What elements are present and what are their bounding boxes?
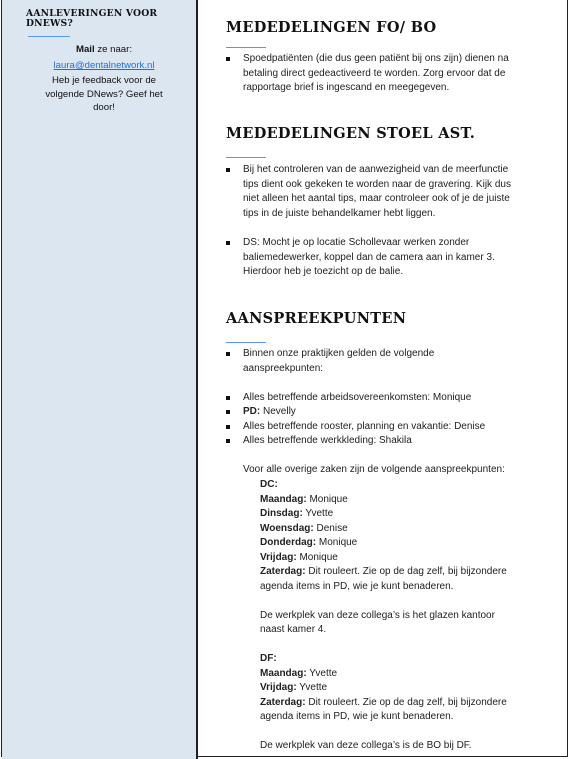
sidebar-title — [26, 9, 186, 29]
heading-aanspreekpunten: AANSPREEKPUNTEN — [226, 310, 407, 327]
bullet-text: Binnen onze praktijken gelden de volgende — [243, 348, 435, 359]
df-label: DF: — [260, 653, 277, 664]
day-label: Woensdag: — [260, 522, 314, 534]
schedule-row — [260, 522, 560, 537]
mail-suffix: ze naar: — [94, 44, 132, 55]
overige-intro: Voor alle overige zaken zijn de volgende aanspreekpunten: — [243, 464, 505, 475]
heading-stoel-ast: MEDEDELINGEN STOEL AST. — [226, 125, 476, 142]
schedule-row — [260, 696, 560, 711]
bullet-icon — [226, 396, 230, 400]
schedule-row — [260, 667, 560, 682]
bullet-icon — [226, 425, 230, 429]
day-contact: Monique — [296, 551, 338, 563]
day-contact: Dit rouleert. Zie op de dag zelf, bij bijzondere — [305, 696, 507, 708]
dc-block — [260, 478, 560, 754]
day-contact: Denise — [313, 522, 348, 534]
heading-fo-bo: MEDEDELINGEN FO/ BO — [226, 19, 437, 36]
sidebar-divider — [28, 36, 70, 37]
bullet-label: PD: — [243, 406, 261, 417]
sidebar — [2, 0, 198, 759]
schedule-row — [260, 565, 560, 580]
list-item — [226, 391, 546, 406]
bullet-text: tips dient ook gekeken te worden naar de gravering. Kijk dus — [243, 178, 511, 190]
day-label: Vrijdag: — [260, 551, 297, 563]
schedule-note: agenda items in PD, wie je kunt benaderen. — [260, 580, 454, 592]
main-content — [198, 0, 568, 759]
schedule-row — [260, 493, 560, 508]
feedback-text: Heb je feedback voor de — [52, 75, 156, 87]
sidebar-title-line: DNEWS? — [26, 18, 73, 29]
bullet-icon — [226, 168, 230, 172]
dc-label: DC: — [260, 479, 278, 490]
bullet-text: DS: Mocht je op locatie Schollevaar werken zonder — [243, 237, 470, 248]
list-item — [226, 434, 546, 449]
day-contact: Monique — [316, 537, 358, 548]
bullet-text: Hierdoor heb je toezicht op de balie. — [243, 266, 404, 277]
bullet-icon — [226, 241, 230, 245]
list-item — [226, 52, 546, 96]
schedule-row — [260, 536, 560, 551]
day-label: Maandag: — [260, 493, 307, 505]
bullet-icon — [226, 57, 230, 61]
schedule-row — [260, 507, 560, 522]
day-label: Zaterdag: — [260, 566, 306, 577]
bullet-text: Alles betreffende arbeidsovereenkomsten: Monique — [243, 392, 472, 403]
list-item — [226, 405, 546, 420]
sidebar-body — [24, 43, 184, 114]
werkplek-text: naast kamer 4. — [260, 624, 327, 635]
day-label: Zaterdag: — [260, 696, 306, 708]
bullet-text: Alles betreffende rooster, planning en vakantie: Denise — [243, 421, 486, 432]
bullet-text: rapportage brief is ingescand en meegegeven. — [243, 82, 450, 93]
bullet-text: Bij het controleren van de aanwezigheid van de meerfunctie — [243, 164, 509, 175]
bullet-text: Alles betreffende werkkleding: Shakila — [243, 435, 412, 446]
schedule-row — [260, 681, 560, 696]
day-label: Vrijdag: — [260, 682, 297, 693]
day-label: Dinsdag: — [260, 508, 303, 519]
werkplek-text: De werkplek van deze collega’s is het glazen kantoor — [260, 609, 495, 621]
heading-rule — [226, 157, 266, 158]
day-contact: Monique — [306, 493, 348, 505]
bullet-text: baliemedewerker, koppel dan de camera aan in kamer 3. — [243, 251, 495, 263]
feedback-text: volgende DNews? Geef het — [45, 88, 163, 100]
day-contact: Yvette — [296, 682, 328, 693]
mail-line — [24, 43, 184, 56]
feedback-text: door! — [93, 101, 115, 113]
list-item — [226, 347, 546, 376]
schedule-row — [260, 551, 560, 566]
bullet-text: Spoedpatiënten (die dus geen patiënt bij ons zijn) dienen na — [243, 53, 509, 64]
day-label: Donderdag: — [260, 537, 317, 548]
day-contact: Yvette — [306, 667, 338, 679]
day-contact: Dit rouleert. Zie op de dag zelf, bij bijzondere — [305, 566, 507, 577]
bullet-icon — [226, 352, 230, 356]
bullet-text: tips in de juiste behandelkamer hebt liggen. — [243, 207, 436, 219]
bullet-text: betaling direct gedeactiveerd te worden. Zorg ervoor dat de — [243, 67, 506, 79]
schedule-note: agenda items in PD, wie je kunt benaderen. — [260, 711, 454, 722]
bullet-text: aanspreekpunten: — [243, 362, 324, 374]
heading-rule — [226, 47, 266, 48]
list-item — [226, 420, 546, 435]
list-item — [226, 236, 546, 280]
day-contact: Yvette — [302, 508, 334, 519]
bullet-icon — [226, 439, 230, 443]
sidebar-title-line: AANLEVERINGEN VOOR — [26, 8, 158, 19]
list-item — [226, 163, 546, 221]
heading-rule — [226, 342, 266, 343]
bullet-text: niet alleen het aantal tips, maar controleer ook of je de juiste — [243, 193, 510, 204]
mail-label: Mail — [75, 44, 95, 55]
bullet-icon — [226, 410, 230, 414]
werkplek-text: De werkplek van deze collega’s is de BO bij DF. — [260, 740, 472, 751]
email-link[interactable]: laura@dentalnetwork.nl — [53, 60, 155, 72]
day-label: Maandag: — [260, 667, 307, 679]
bullet-text: Nevelly — [260, 406, 296, 417]
